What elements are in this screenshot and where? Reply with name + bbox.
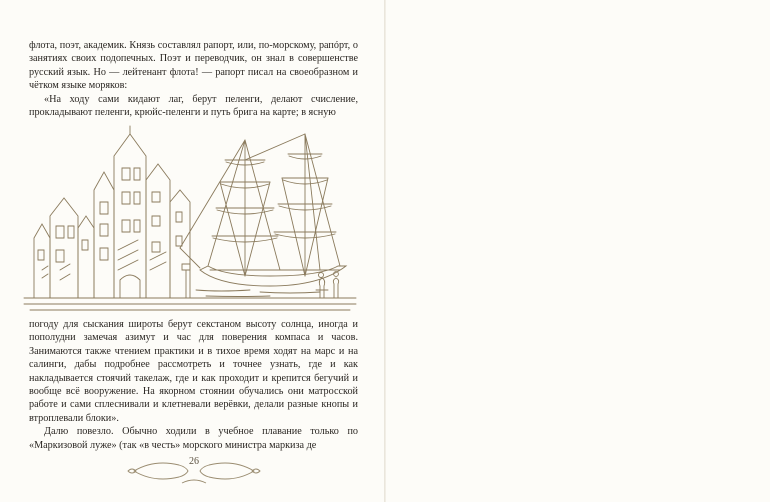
ship-harbour-illustration	[20, 120, 360, 315]
paragraph: флота, поэт, академик. Князь составлял рапорт, или, по-морскому, рапóрт, о занятиях своих подопечных. Поэт и переводчик, он знал в совершенстве русский язык. Но — лейтенант флота! — рапорт писал на своеобразном и чётком языке моряков:	[29, 40, 358, 92]
page-footer-ornament	[124, 453, 264, 487]
left-page	[0, 0, 384, 502]
paragraph: «На ходу сами кидают лаг, берут пеленги, делают счисление, прокладывают пеленги, крюйс-пеленги и путь брига на карте; в ясную	[29, 93, 358, 119]
left-page-bottom-text	[29, 318, 358, 452]
page-number: 26	[189, 456, 199, 467]
left-page-top-text	[29, 39, 358, 119]
right-page	[386, 0, 770, 502]
paragraph: Далю повезло. Обычно ходили в учебное плавание только по «Маркизовой луже» (так «в честь» морского министра маркиза де	[29, 426, 358, 451]
paragraph: погоду для сыскания широты берут секстаном высоту солнца, иногда и пополудни замечая азимут и час для поверения компаса и часов. Занимаются также чтением практики и в тихое время ходят на марс и на салинги, дабы подробнее рассмотреть и точнее узнать, где и как накладывается стоячий такелаж, где и как проходит и крепится бегучий и вообще всё вооружение. На якорном стоянии обучались они матросской работе и сами сплеснивали и клетневали верёвки, делали разные кнопы и втроплевали блоки».	[29, 319, 358, 424]
